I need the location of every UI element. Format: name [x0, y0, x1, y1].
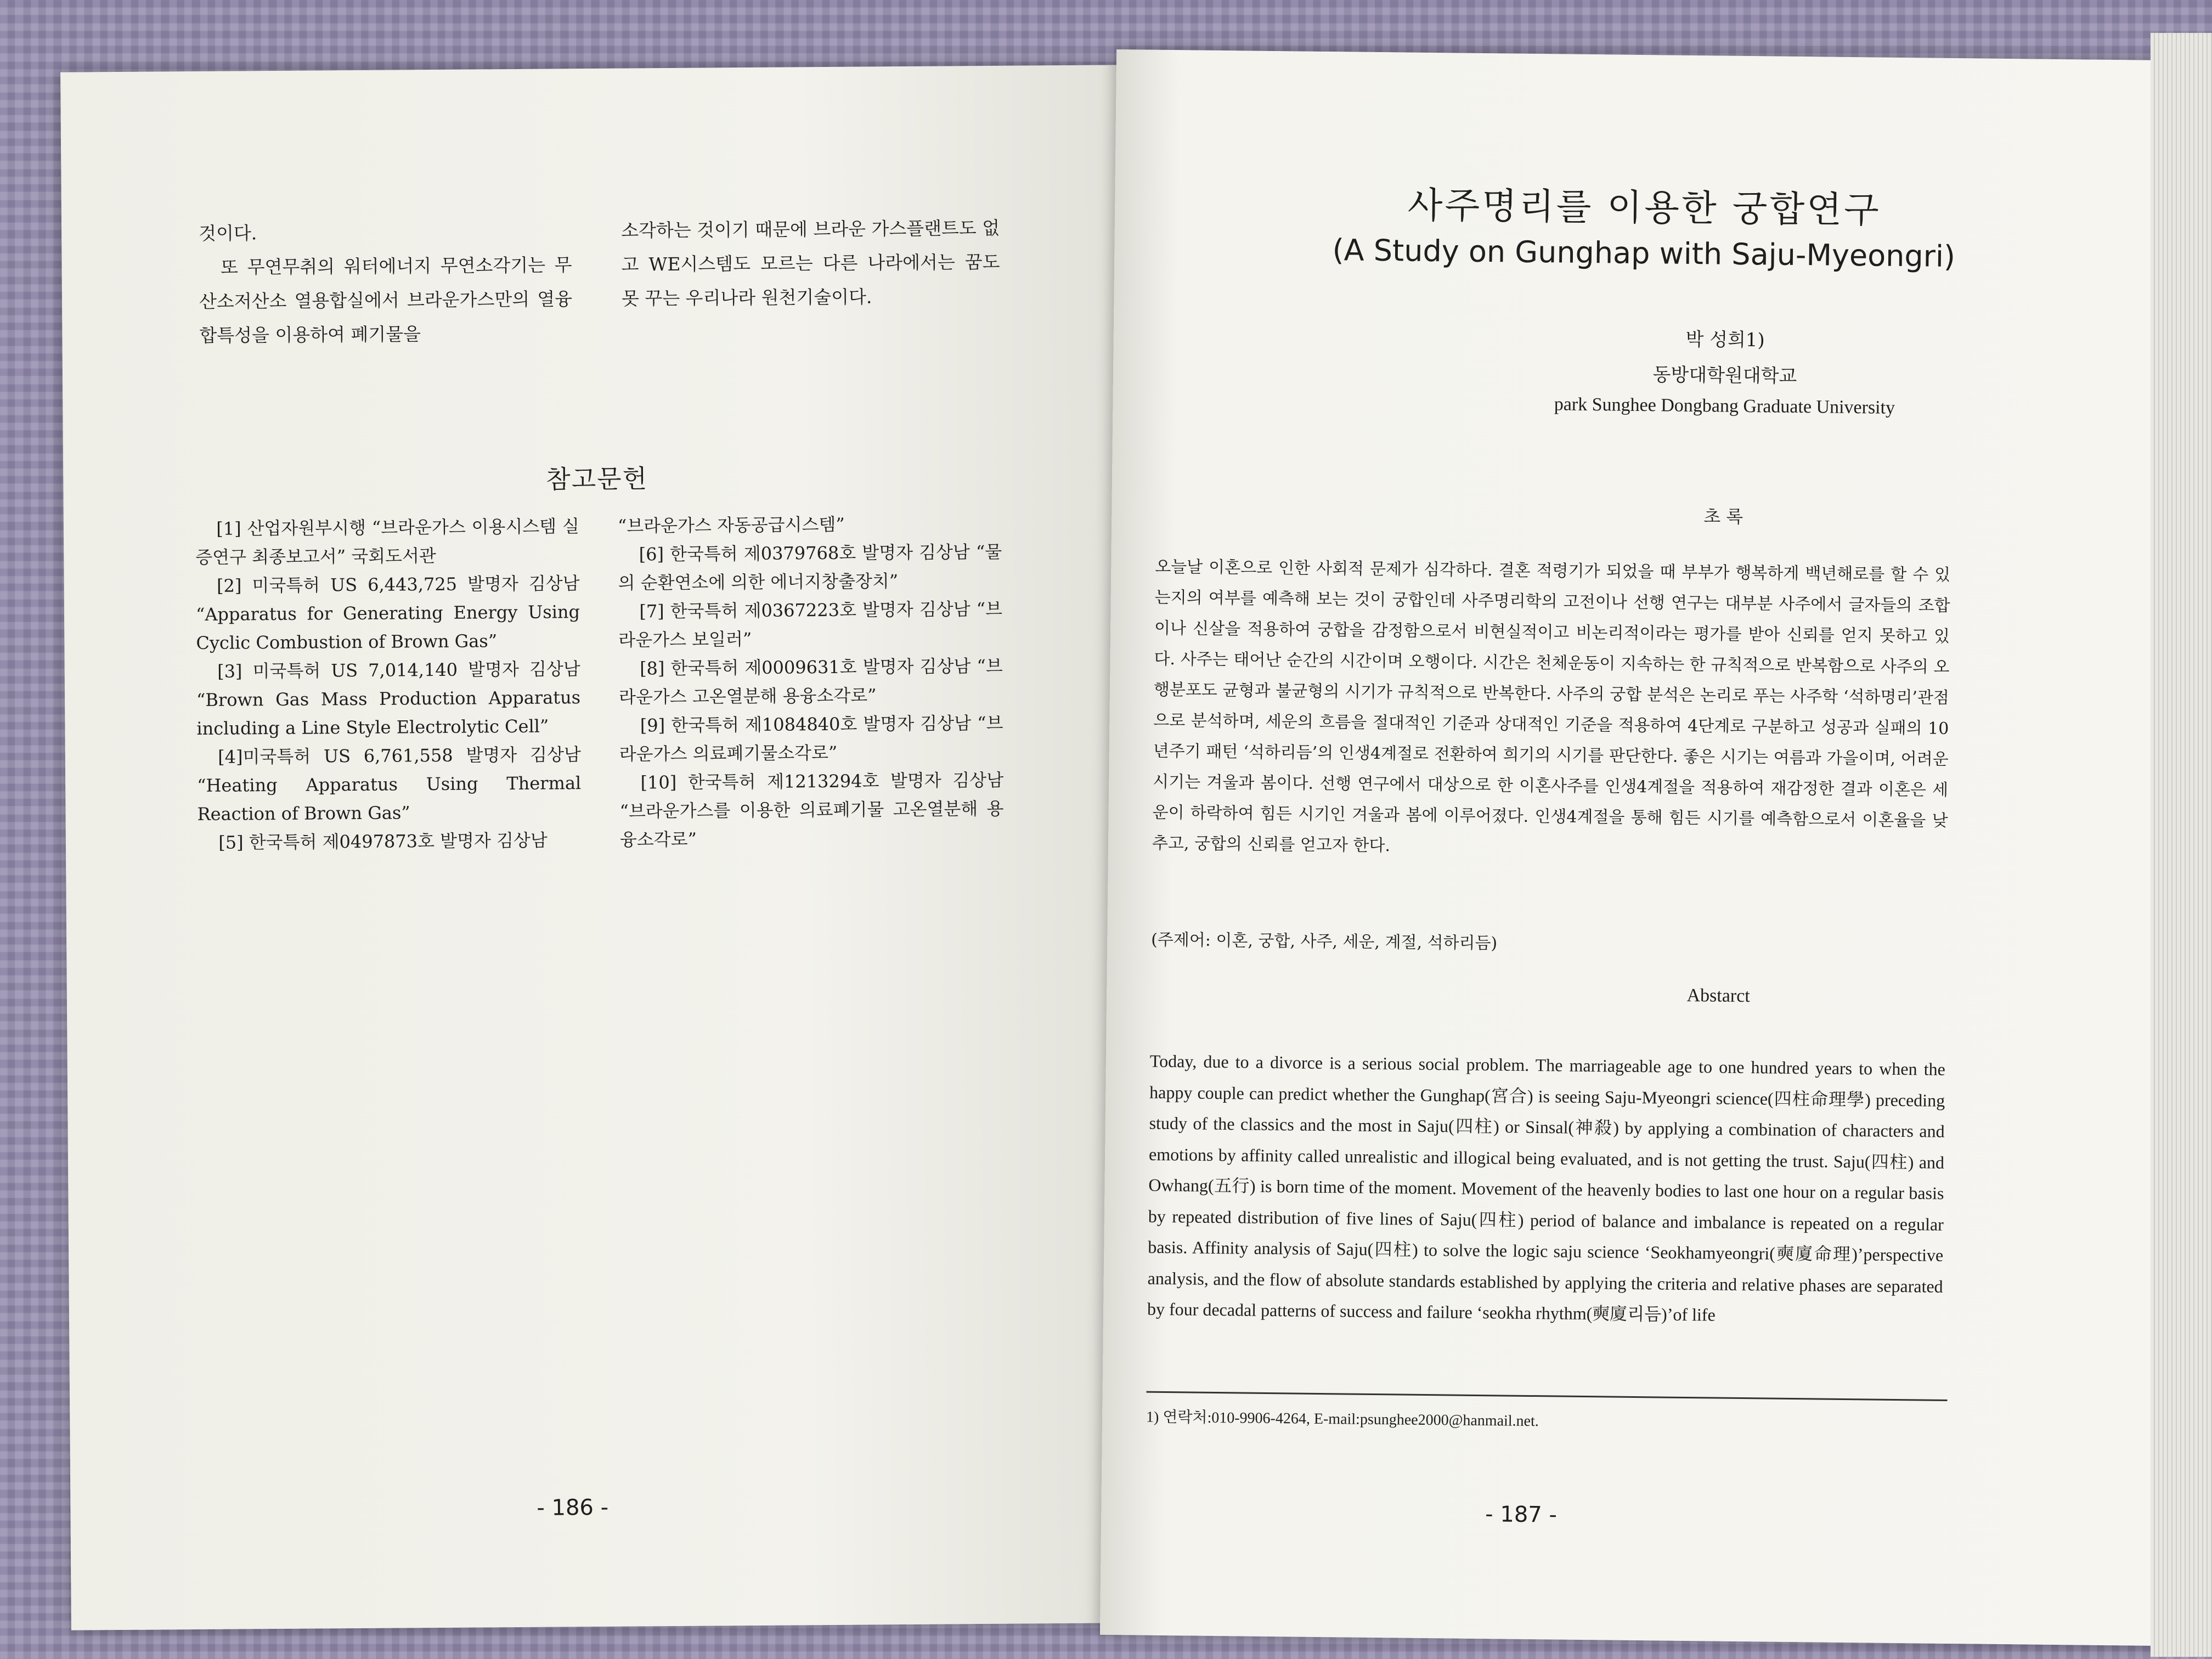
- book-page-edges: [2151, 33, 2212, 1657]
- abstract-heading-english: Abstarct: [1686, 985, 1750, 1007]
- reference-1: [1] 산업자원부시행 “브라운가스 이용시스템 실증연구 최종보고서” 국회도서관: [195, 516, 580, 568]
- body-paragraph-2: 또 무연무취의 워터에너지 무연소각기는 무산소저산소 열용합실에서 브라운가스만의 열융합특성을 이용하여 폐기물을: [199, 254, 573, 346]
- left-page: [60, 65, 1127, 1630]
- left-body-column-2: [621, 211, 1000, 316]
- reference-10: [10] 한국특허 제1213294호 발명자 김상남 “브라운가스를 이용한 의료폐기물 고온열분해 용융소각로”: [619, 769, 1004, 850]
- abstract-english: Today, due to a divorce is a serious social problem. The marriageable age to one hundred years to when the happy couple can predict whether the Gunghap(宮合) is seeing Saju-Myeongri science(四柱命理學) preceding study of the classics and the most in Saju(四柱) or Sinsal(神殺) by applying a combination of characters and emotions by affinity called unrealistic and illogical being evaluated, and is not getting the trust. Saju(四柱) and Owhang(五行) is born time of the moment. Movement of the heavenly bodies to last one hour on a regular basis by repeated distribution of five lines of Saju(四柱) period of balance and imbalance is repeated on a regular basis. Affinity analysis of Saju(四柱) to solve the logic saju science ‘Seokhamyeongri(奭廈命理)’perspective analysis, and the flow of absolute standards established by applying the criteria and relative phases are separated by four decadal patterns of success and failure ‘seokha rhythm(奭廈리듬)’of life: [1147, 1051, 1945, 1325]
- reference-4: [4]미국특허 US 6,761,558 발명자 김상남 “Heating Apparatus Using Thermal Reaction of Brown Gas”: [197, 744, 582, 825]
- references-title: 참고문헌: [546, 464, 648, 494]
- keywords: (주제어: 이혼, 궁합, 사주, 세운, 계절, 석하리듬): [1151, 930, 1498, 953]
- abstract-heading-korean: 초 록: [1703, 506, 1743, 527]
- footnote-rule: [1147, 1391, 1948, 1401]
- reference-5: [5] 한국특허 제0497873호 발명자 김상남: [218, 830, 548, 853]
- reference-8: [8] 한국특허 제0009631호 발명자 김상남 “브라운가스 고온열분해 용융소각로”: [618, 655, 1003, 708]
- references-column-2: [618, 509, 1004, 854]
- left-body-column-1: [199, 214, 573, 353]
- body-paragraph-1: 것이다.: [199, 222, 257, 245]
- abstract-korean: 오늘날 이혼으로 인한 사회적 문제가 심각하다. 결혼 적령기가 되었을 때 부부가 행복하게 백년해로를 할 수 있는지의 여부를 예측해 보는 것이 궁합인데 사주명리학의 고전이나 선행 연구는 대부분 사주에서 글자들의 조합이나 신살을 적용하여 궁합을 감정함으로서 비현실적이고 비논리적이라는 평가를 받아 신뢰를 얻지 못하고 있다. 사주는 태어난 순간의 시간이며 오행이다. 시간은 천체운동이 지속하는 한 규칙적으로 반복함으로 사주의 오행분포도 균형과 불균형의 시기가 규칙적으로 반복한다. 사주의 궁합 분석은 논리로 푸는 사주학 ‘석하명리’관점으로 분석하며, 세운의 흐름을 절대적인 기준과 상대적인 기준을 적용하여 4단계로 구분하고 성공과 실패의 10년주기 패턴 ‘석하리듬’의 인생4계절로 전환하여 희기의 시기를 판단한다. 좋은 시기는 여름과 가을이며, 어려운 시기는 겨울과 봄이다. 선행 연구에서 대상으로 한 이혼사주를 인생4계절을 적용하여 재감정한 결과 이혼은 세운이 하락하여 힘든 시기인 겨울과 봄에 이루어졌다. 인생4계절을 통해 힘든 시기를 예측함으로서 이혼율을 낮추고, 궁합의 신뢰를 얻고자 한다.: [1152, 557, 1951, 856]
- author-english: park Sunghee Dongbang Graduate University: [1554, 394, 1895, 418]
- body-paragraph-3: 소각하는 것이기 때문에 브라운 가스플랜트도 없고 WE시스템도 모르는 다른 나라에서는 꿈도 못 꾸는 우리나라 원천기술이다.: [621, 217, 1000, 309]
- paper-title-english: (A Study on Gunghap with Saju-Myeongri): [1332, 233, 1956, 274]
- author-affiliation: 동방대학원대학교: [1652, 364, 1797, 387]
- page-number-right: - 187 -: [1485, 1502, 1558, 1528]
- paper-title-korean: 사주명리를 이용한 궁합연구: [1407, 184, 1882, 232]
- author-name: 박 성희1): [1685, 328, 1765, 352]
- reference-6: [6] 한국특허 제0379768호 발명자 김상남 “물의 순환연소에 의한 에너지창출장치”: [618, 541, 1002, 594]
- right-page: [1100, 49, 2175, 1646]
- reference-3: [3] 미국특허 US 7,014,140 발명자 김상남 “Brown Gas Mass Production Apparatus including a Line Style Electrolytic Cell”: [196, 658, 581, 740]
- reference-2: [2] 미국특허 US 6,443,725 발명자 김상남 “Apparatus for Generating Energy Using Cyclic Combustion of Brown Gas”: [195, 573, 580, 654]
- reference-5-cont: “브라운가스 자동공급시스템”: [617, 514, 845, 537]
- reference-9: [9] 한국특허 제1084840호 발명자 김상남 “브라운가스 의료폐기물소각로”: [619, 712, 1003, 765]
- reference-7: [7] 한국특허 제0367223호 발명자 김상남 “브라운가스 보일러”: [618, 598, 1003, 651]
- references-column-1: [195, 512, 582, 857]
- footnote: 1) 연락처:010-9906-4264, E-mail:psunghee2000@hanmail.net.: [1146, 1408, 1539, 1430]
- page-number-left: - 186 -: [537, 1494, 609, 1521]
